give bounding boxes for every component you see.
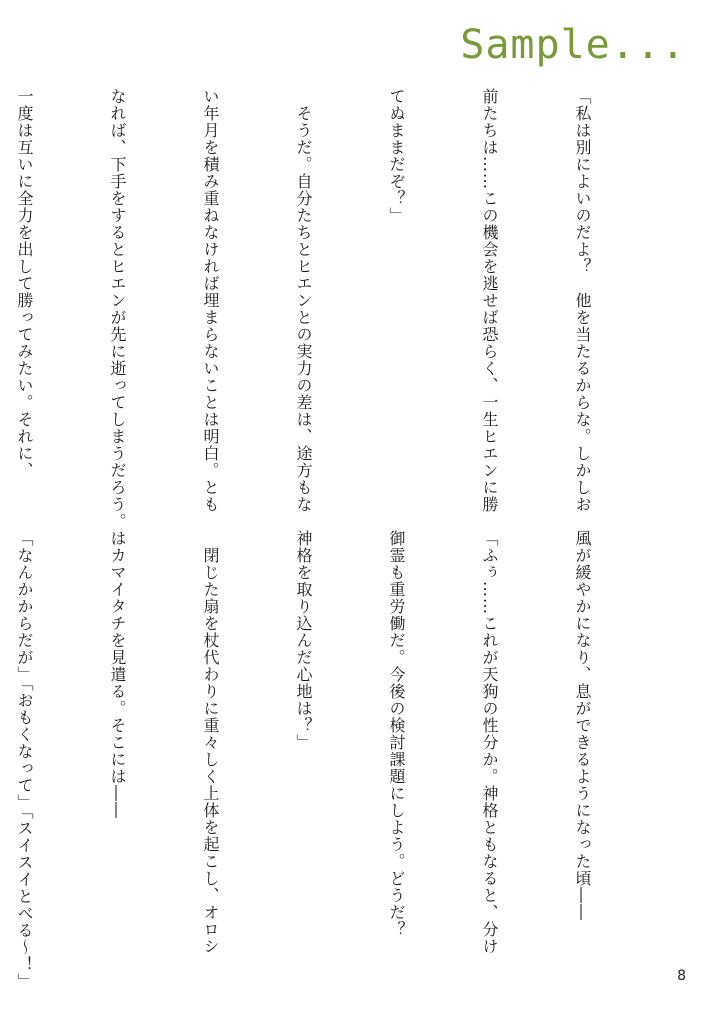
text-line: 風が緩やかになり、息ができるようになった頃―― xyxy=(573,530,592,921)
text-line: い年月を積み重ねなければ埋まらないことは明白。とも xyxy=(201,88,220,513)
text-line: 一度は互いに全力を出して勝ってみたい。それに、 xyxy=(15,88,34,479)
text-line: なれば、下手をするとヒエンが先に逝ってしまうだろう。 xyxy=(108,88,127,530)
text-line: はカマイタチを見遣る。そこには―― xyxy=(108,530,127,819)
text-line: 「私は別によいのだよ？ 他を当たるからな。しかしお xyxy=(573,88,592,513)
text-line: 「なんかからだが」「おもくなって」「スイスイとべる～！」 xyxy=(15,530,34,990)
text-block-bottom xyxy=(15,530,660,990)
text-block-top xyxy=(15,88,660,530)
text-line: 閉じた扇を杖代わりに重々しく上体を起こし、オロシ xyxy=(201,530,220,955)
text-line: 前たちは……この機会を逃せば恐らく、一生ヒエンに勝 xyxy=(480,88,499,513)
page-number: 8 xyxy=(677,968,686,984)
text-line: てぬままだぞ？」 xyxy=(387,88,406,224)
text-line: そうだ。自分たちとヒエンとの実力の差は、途方もな xyxy=(294,88,313,513)
text-line: 神格を取り込んだ心地は？」 xyxy=(294,530,313,751)
sample-watermark: Sample... xyxy=(460,22,686,68)
text-line: 「ふぅ……これが天狗の性分か。神格ともなると、分け xyxy=(480,530,499,955)
text-line: 御霊も重労働だ。今後の検討課題にしよう。どうだ？ xyxy=(387,530,406,938)
